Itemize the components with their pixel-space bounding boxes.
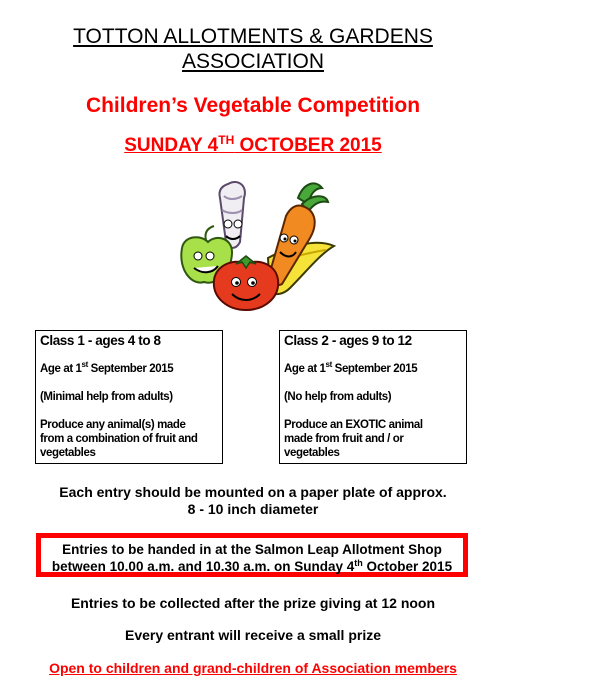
prize-notice: Every entrant will receive a small prize [124, 627, 382, 643]
mounting-instruction-line1: Each entry should be mounted on a paper plate of approx. [59, 484, 447, 500]
association-title-line2: ASSOCIATION [182, 50, 324, 73]
class-2-task: Produce an EXOTIC animal made from fruit and / or vegetables [284, 419, 423, 459]
competition-subtitle: Children’s Vegetable Competition [85, 94, 421, 117]
class-1-age: Age at 1st September 2015 [40, 360, 174, 375]
class-1-box [35, 330, 223, 464]
hand-in-line2: between 10.00 a.m. and 10.30 a.m. on Sunday 4th October 2015 [51, 558, 453, 574]
hand-in-line1: Entries to be handed in at the Salmon Leap Allotment Shop [62, 542, 442, 557]
class-1-task: Produce any animal(s) made from a combination of fruit and vegetables [40, 419, 198, 459]
text-cursor [466, 334, 467, 347]
class-2-title: Class 2 - ages 9 to 12 [284, 333, 412, 348]
class-1-title: Class 1 - ages 4 to 8 [40, 333, 161, 348]
class-2-help: (No help from adults) [284, 391, 392, 403]
class-2-age: Age at 1st September 2015 [284, 360, 418, 375]
eligibility-notice: Open to children and grand-children of Association members [49, 660, 457, 676]
vegetables-clipart-icon [170, 176, 338, 312]
class-1-help: (Minimal help from adults) [40, 391, 173, 403]
mounting-instruction-line2: 8 - 10 inch diameter [187, 501, 319, 517]
hand-in-notice [36, 533, 468, 577]
event-date: SUNDAY 4TH OCTOBER 2015 [124, 133, 382, 156]
association-title-line1: TOTTON ALLOTMENTS & GARDENS [73, 25, 433, 48]
class-2-box [279, 330, 467, 464]
collection-notice: Entries to be collected after the prize giving at 12 noon [70, 595, 436, 611]
